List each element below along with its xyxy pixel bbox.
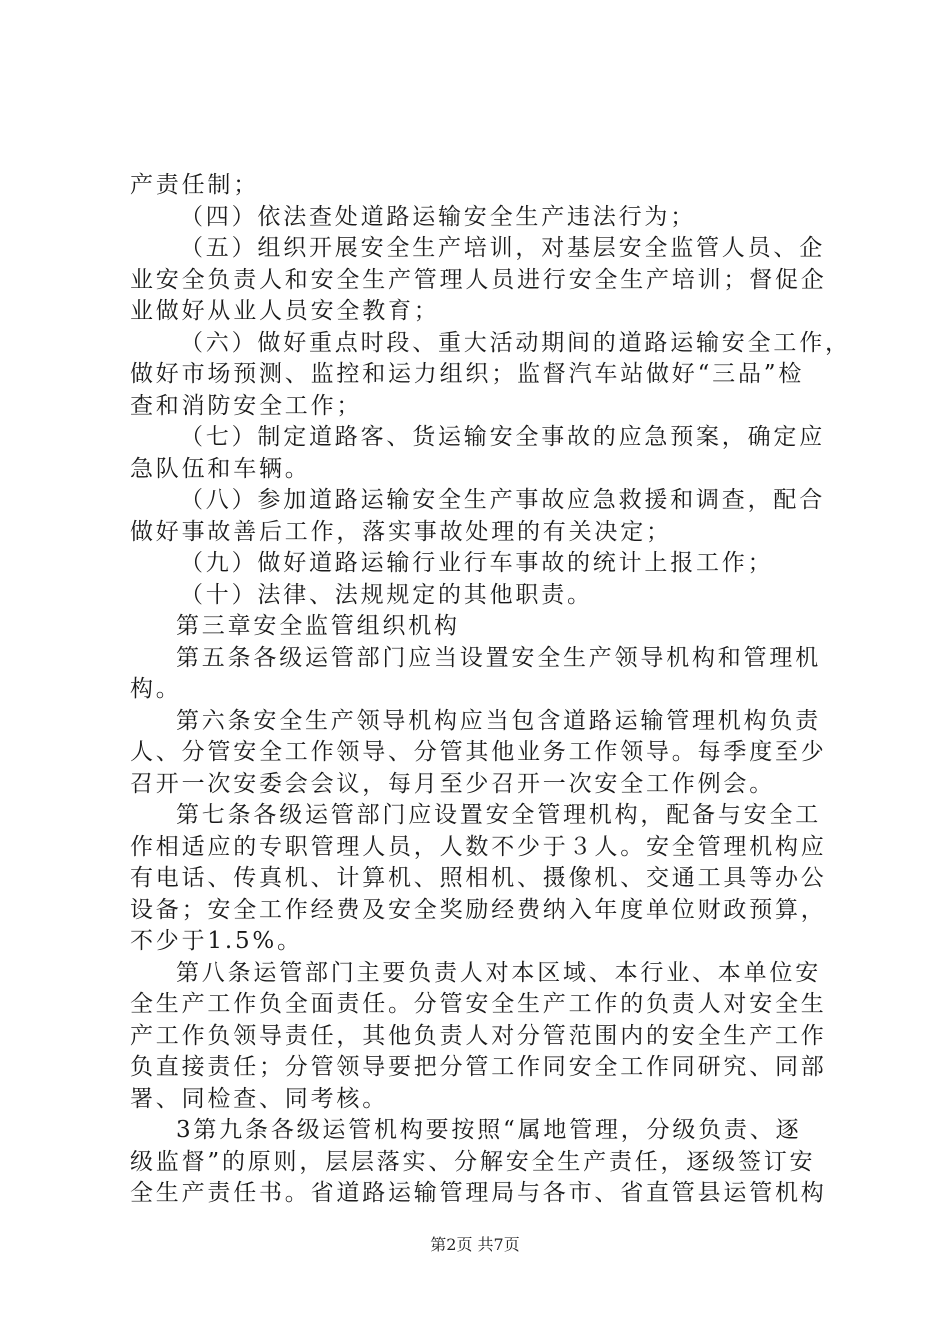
- text-line: 第八条运管部门主要负责人对本区域、本行业、本单位安: [176, 959, 821, 986]
- text-line: 召开一次安委会会议，每月至少召开一次安全工作例会。: [130, 770, 775, 797]
- page-footer: 第2页 共7页: [430, 1235, 520, 1254]
- text-line: 第五条各级运管部门应当设置安全生产领导机构和管理机: [176, 644, 821, 671]
- text-line: 署、同检查、同考核。: [130, 1085, 388, 1112]
- text-line: （六）做好重点时段、重大活动期间的道路运输安全工作，: [180, 329, 851, 356]
- text-line: 全生产责任书。省道路运输管理局与各市、省直管县运管机构: [130, 1180, 827, 1206]
- text-line: 设备；安全工作经费及安全奖励经费纳入年度单位财政预算，: [130, 896, 827, 923]
- text-line: 构。: [130, 676, 182, 702]
- chapter-heading: 第三章安全监管组织机构: [176, 613, 460, 639]
- text-line: 急队伍和车辆。: [130, 455, 311, 482]
- text-line: （十）法律、法规规定的其他职责。: [180, 581, 593, 608]
- text-line: （八）参加道路运输安全生产事故应急救援和调查，配合: [180, 487, 825, 513]
- text-line: （七）制定道路客、货运输安全事故的应急预案，确定应: [180, 424, 825, 450]
- text-line: 第六条安全生产领导机构应当包含道路运输管理机构负责: [176, 707, 821, 734]
- text-line: 第七条各级运管部门应设置安全管理机构，配备与安全工: [176, 802, 821, 828]
- text-line: 产责任制；: [130, 172, 259, 198]
- text-line: 不少于1.5%。: [130, 928, 303, 954]
- text-line: 负直接责任；分管领导要把分管工作同安全工作同研究、同部: [130, 1054, 827, 1080]
- document-body: [130, 170, 851, 1210]
- text-line: 业做好从业人员安全教育；: [130, 298, 440, 324]
- text-line: 做好市场预测、监控和运力组织；监督汽车站做好“三品”检: [130, 361, 805, 387]
- text-line: （四）依法查处道路运输安全生产违法行为；: [180, 203, 696, 230]
- text-line: 作相适应的专职管理人员，人数不少于３人。安全管理机构应: [130, 833, 827, 860]
- text-line: 3第九条各级运管机构要按照“属地管理，分级负责、逐: [176, 1117, 802, 1143]
- text-line: （五）组织开展安全生产培训，对基层安全监管人员、企: [180, 235, 825, 261]
- text-line: 做好事故善后工作，落实事故处理的有关决定；: [130, 518, 672, 545]
- text-line: 人、分管安全工作领导、分管其他业务工作领导。每季度至少: [130, 739, 827, 765]
- text-line: 产工作负领导责任，其他负责人对分管范围内的安全生产工作: [130, 1022, 827, 1049]
- text-line: （九）做好道路运输行业行车事故的统计上报工作；: [180, 550, 774, 576]
- text-line: 级监督”的原则，层层落实、分解安全生产责任，逐级签订安: [130, 1148, 816, 1175]
- text-line: 查和消防安全工作；: [130, 392, 363, 419]
- text-line: 有电话、传真机、计算机、照相机、摄像机、交通工具等办公: [130, 865, 827, 891]
- text-line: 全生产工作负全面责任。分管安全生产工作的负责人对安全生: [130, 991, 827, 1017]
- text-line: 业安全负责人和安全生产管理人员进行安全生产培训；督促企: [130, 266, 827, 293]
